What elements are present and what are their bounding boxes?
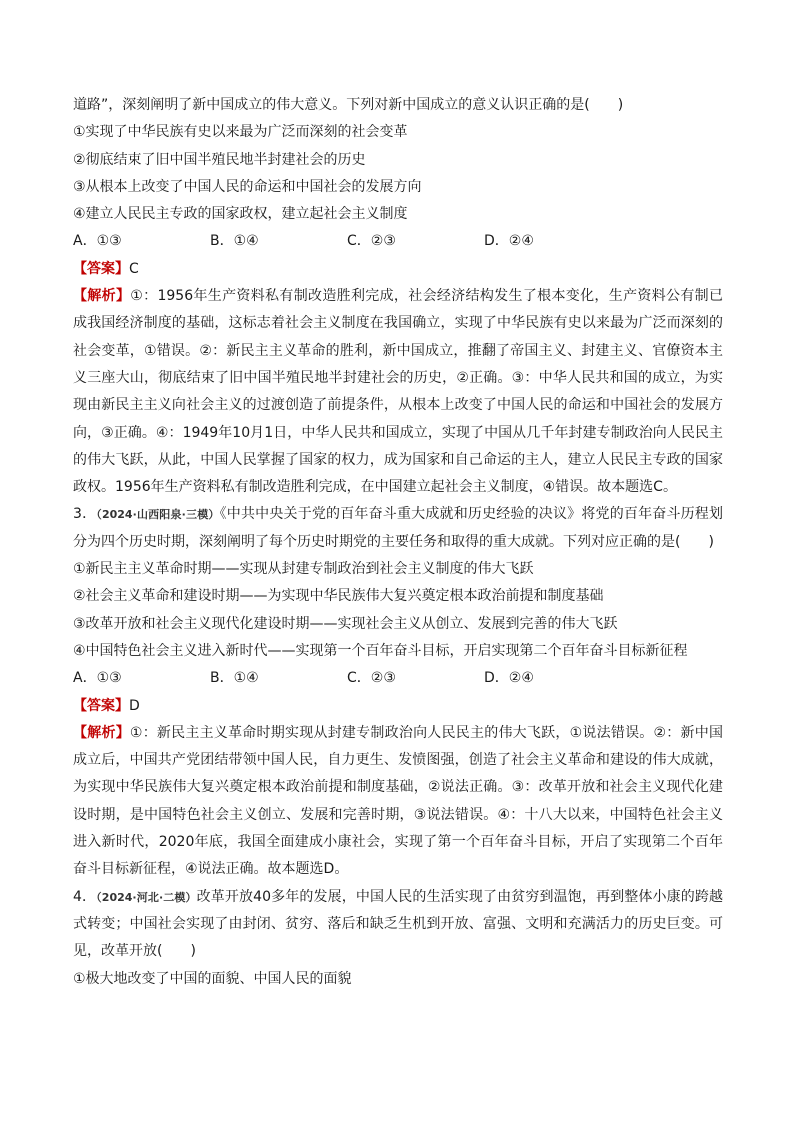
question-text: 《中共中央关于党的百年奋斗重大成就和历史经验的决议》将党的百年奋斗历程划分为四个历史时期，深刻阐明了每个历史时期党的主要任务和取得的重大成就。下列对应正确的是( ) — [73, 506, 723, 550]
question-2-options — [73, 228, 723, 255]
option-a: A．①③ — [73, 670, 122, 687]
question-number: 3． — [73, 506, 97, 523]
option-a: A．①③ — [73, 233, 122, 250]
analysis-text: ①：1956年生产资料私有制改造胜利完成，社会经济结构发生了根本变化，生产资料公有制已成我国经济制度的基础，这标志着社会主义制度在我国确立，实现了中华民族有史以来最为广泛而深刻的社会变革，①错误。②：新民主主义革命的胜利，新中国成立，推翻了帝国主义、封建主义、官僚资本主义三座大山，彻底结束了旧中国半殖民地半封建社会的历史，②正确。③：中华人民共和国的成立，为实现由新民主主义向社会主义的过渡创造了前提条件，从根本上改变了中国人民的命运和中国社会的发展方向，③正确。④：1949年10月1日，中华人民共和国成立，实现了中国从几千年封建专制政治向人民民主的伟大飞跃，从此，中国人民掌握了国家的权力，成为国家和自己命运的主人，建立人民民主专政的国家政权。1956年生产资料私有制改造胜利完成，在中国建立起社会主义制度，④错误。故本题选C。 — [73, 288, 724, 496]
answer-tag: 【答案】 — [73, 697, 129, 714]
analysis-tag: 【解析】 — [73, 724, 130, 741]
option-d: D．②④ — [484, 670, 534, 687]
option-d: D．②④ — [484, 233, 534, 250]
question-2-item-4: ④建立人民民主专政的国家政权，建立起社会主义制度 — [73, 206, 408, 223]
question-2-item-1: ①实现了中华民族有史以来最为广泛而深刻的社会变革 — [73, 124, 408, 141]
question-3-item-1: ①新民主主义革命时期——实现从封建专制政治到社会主义制度的伟大飞跃 — [73, 561, 534, 578]
question-3-item-4: ④中国特色社会主义进入新时代——实现第一个百年奋斗目标，开启实现第二个百年奋斗目标新征程 — [73, 642, 688, 659]
question-2-item-2: ②彻底结束了旧中国半殖民地半封建社会的历史 — [73, 151, 366, 168]
question-4-item-1: ①极大地改变了中国的面貌、中国人民的面貌 — [73, 970, 352, 987]
question-3-stem — [73, 501, 723, 556]
question-3-item-3: ③改革开放和社会主义现代化建设时期——实现社会主义从创立、发展到完善的伟大飞跃 — [73, 615, 618, 632]
answer-tag: 【答案】 — [73, 260, 129, 277]
question-source: （2024·山西阳泉·三模） — [96, 508, 220, 522]
analysis-tag: 【解析】 — [73, 288, 131, 305]
option-c: C．②③ — [347, 670, 396, 687]
question-4-stem — [73, 884, 723, 966]
question-source: （2024·河北·二模） — [96, 890, 197, 904]
question-3-analysis — [73, 720, 723, 884]
answer-value: D — [129, 697, 140, 714]
option-b: B．①④ — [210, 233, 259, 250]
option-c: C．②③ — [347, 233, 396, 250]
option-b: B．①④ — [210, 670, 259, 687]
page-content — [73, 92, 723, 993]
answer-value: C — [129, 260, 139, 277]
question-3-options — [73, 665, 723, 692]
question-3-answer — [73, 693, 723, 720]
question-3-item-2: ②社会主义革命和建设时期——为实现中华民族伟大复兴奠定根本政治前提和制度基础 — [73, 588, 604, 605]
analysis-text: ①：新民主主义革命时期实现从封建专制政治向人民民主的伟大飞跃，①说法错误。②：新中国成立后，中国共产党团结带领中国人民，自力更生、发愤图强，创造了社会主义革命和建设的伟大成就，为实现中华民族伟大复兴奠定根本政治前提和制度基础，②说法正确。③：改革开放和社会主义现代化建设时期，是中国特色社会主义创立、发展和完善时期，③说法错误。④：十八大以来，中国特色社会主义进入新时代，2020年底，我国全面建成小康社会，实现了第一个百年奋斗目标，开启了实现第二个百年奋斗目标新征程，④说法正确。故本题选D。 — [73, 724, 723, 878]
question-number: 4． — [73, 888, 97, 905]
question-2-analysis — [73, 283, 723, 501]
question-text: 改革开放40多年的发展，中国人民的生活实现了由贫穷到温饱，再到整体小康的跨越式转变；中国社会实现了由封闭、贫穷、落后和缺乏生机到开放、富强、文明和充满活力的历史巨变。可见，改革开放( ) — [73, 888, 723, 960]
question-2-answer — [73, 256, 723, 283]
question-2-stem-tail: 道路”，深刻阐明了新中国成立的伟大意义。下列对新中国成立的意义认识正确的是( ) — [73, 97, 624, 113]
question-2-item-3: ③从根本上改变了中国人民的命运和中国社会的发展方向 — [73, 178, 422, 195]
